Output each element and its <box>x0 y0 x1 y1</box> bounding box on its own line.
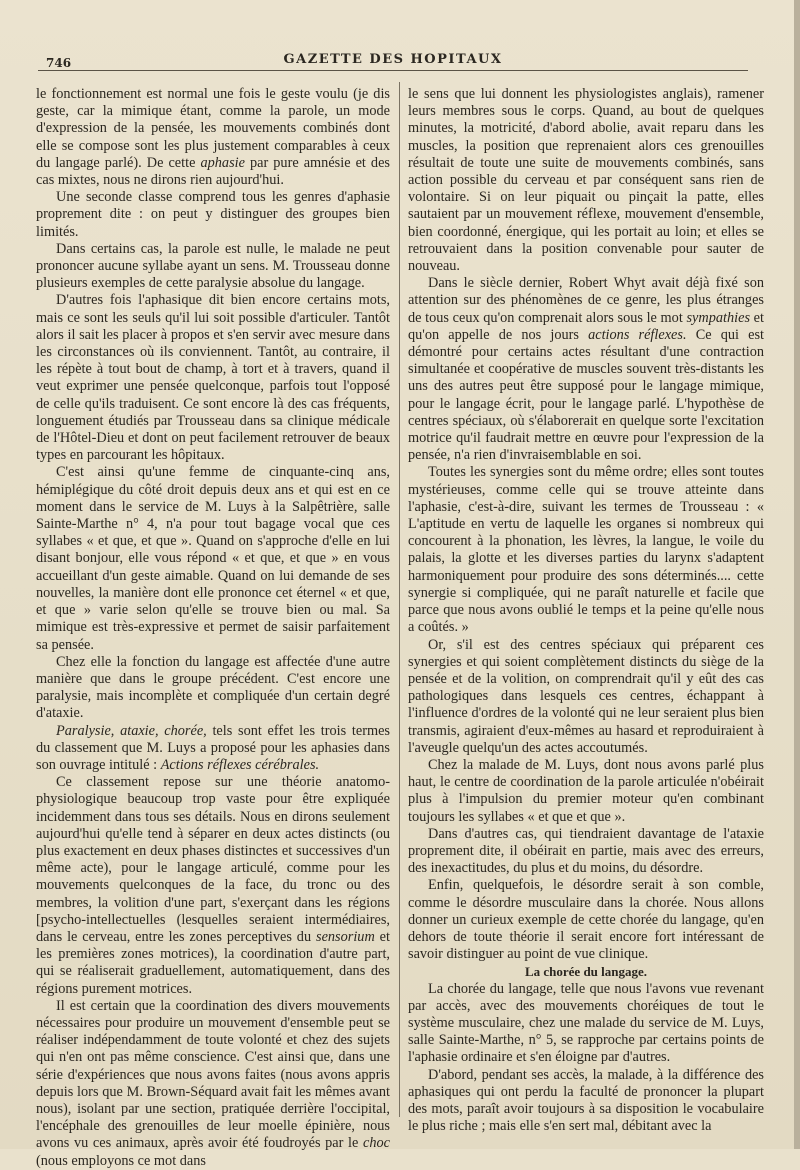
column-divider <box>399 82 400 1117</box>
paragraph: le sens que lui donnent les physiologistes anglais), ramener leurs membres sous le corps. Quand, au bout de quelques minutes, la motricité, d'abord abolie, avait reparu dans les muscles, la position que reprenaient alors ces grenouilles résultait de toute une suite de mouvements combinés, sans action possible du cerveau et par conséquent sans rien de volontaire. Si on leur piquait ou pinçait la patte, elles sautaient par un mouvement réflexe, mouvement d'ensemble, bien coordonné, énergique, qui les portait au loin; et elles se retrouvaient dans la position convenable pour sauter de nouveau. <box>408 86 764 275</box>
paragraph: Chez la malade de M. Luys, dont nous avons parlé plus haut, le centre de coordination de la parole articulée n'obéirait plus à l'impulsion du premier moteur qu'en combinant toujours les syllabes « et que et que ». <box>408 756 764 825</box>
paragraph: Dans le siècle dernier, Robert Whyt avait déjà fixé son attention sur des phénomènes de ce genre, les plus étranges de tous ceux qu'on comprenait alors sous le mot sympathies et qu'on appelle de nos jours actions réflexes. Ce qui est démontré pour certains actes résultant d'une contraction simultanée et coopérative de muscles souvent très-distants les uns des autres peut être supposé pour le langage mimique, pour le langage écrit, pour le langage parlé. L'hypothèse de centres spéciaux, où s'élaborerait en quelque sorte l'excitation motrice qu'il faudrait mettre en œuvre pour l'expression de la pensée, n'a rien d'invraisemblable en soi. <box>408 275 764 464</box>
paragraph: Dans d'autres cas, qui tiendraient davantage de l'ataxie proprement dite, il obéirait en partie, mais avec des erreurs, des inexactitudes, du plus et du moins, du désordre. <box>408 825 764 877</box>
paragraph: Or, s'il est des centres spéciaux qui préparent ces synergies et qui soient complètement distincts du siège de la pensée et de la volition, on comprendrait qu'il y eût des cas pathologiques dans lesquels ces centres, échappant à l'influence d'ordres de la volonté qui ne leur seraient plus bien transmis, agiraient d'eux-mêmes au hasard et reproduiraient à l'aveugle quelqu'un des actes accoutumés. <box>408 636 764 756</box>
paragraph: Paralysie, ataxie, chorée, tels sont effet les trois termes du classement que M. Luys a proposé pour les aphasies dans son ouvrage intitulé : Actions réflexes cérébrales. <box>36 722 390 773</box>
section-heading: La chorée du langage. <box>524 964 648 980</box>
paragraph: Enfin, quelquefois, le désordre serait à son comble, comme le désordre musculaire dans la chorée. Nous allons donner un curieux exemple de cette chorée du langage, qu'en dehors de toute théorie il serait encore fort intéressant de savoir distinguer au point de vue clinique. <box>408 877 764 963</box>
journal-title: GAZETTE DES HOPITAUX <box>283 52 503 67</box>
paragraph: Il est certain que la coordination des divers mouvements nécessaires pour produire un mouvement d'ensemble peut se réaliser indépendamment de toute volonté et chez des sujets qui n'en ont pas même conscience. C'est ainsi que, dans une série d'expériences que nous avons faites (nous avons appris depuis lors que M. Brown-Séquard avait fait les mêmes avant nous), isolant par une section, pratiquée derrière l'occipital, l'encéphale des grenouilles de leur moelle épinière, nous avons vu ces animaux, après avoir été foudroyés par le choc (nous employons ce mot dans <box>36 997 391 1169</box>
paragraph: Ce classement repose sur une théorie anatomo-physiologique beaucoup trop vaste pour être expliquée incidemment dans tous ses détails. Nous en dirons seulement aujourd'hui qu'elle tend à séparer en deux actes distincts (ou plus exactement en deux phases distinctes et successives d'un même acte), pour le langage articulé, comme pour les mouvements quelconques de la face, du tronc ou des membres, la volition d'une part, s'exerçant dans les régions [psycho-intellectuelles (lesquelles seraient intermédiaires, dans le cerveau, entre les zones perceptives du sensorium et les premières zones motrices), la coordination d'autre part, qui se réaliserait graduellement, automatiquement, dans des régions purement motrices. <box>36 774 390 997</box>
page-header <box>38 48 748 71</box>
paragraph: Toutes les synergies sont du même ordre; elles sont toutes mystérieuses, comme celle qui se trouve atteinte dans l'aphasie, c'est-à-dire, suivant les termes de Trousseau : « L'aptitude en vertu de laquelle les organes si nombreux qui concourent à la phonation, les lèvres, la langue, le voile du palais, la glotte et les diverses parties du larynx s'adaptent harmoniquement pour produire des sons déterminés.... cette synergie si compliquée, qui ne paraît naturelle et facile que parce que nous avons oublié le temps et la peine qu'elle nous a coûtés. » <box>408 464 764 636</box>
paragraph: le fonctionnement est normal une fois le geste voulu (je dis geste, car la mimique étant, comme la parole, un mode d'expression de la pensée, les mouvements combinés dont elle se compose sont les plus justement comparables à ceux du langage parlé). De cette aphasie par pure amnésie et des cas mixtes, nous ne dirons rien aujourd'hui. <box>36 86 390 189</box>
paragraph: D'autres fois l'aphasique dit bien encore certains mots, mais ce sont les seuls qu'il lui soit possible d'articuler. Tantôt alors il sait les placer à propos et s'en servir avec mesure dans les circonstances où ils conviennent. Tantôt, au contraire, il les répète à tout bout de champ, à tort et à travers, quand il veut exprimer une pensée quelconque, parfois tout l'opposé de celle qu'ils traduisent. Ce sont encore là des cas fréquents, longuement étudiés par Trousseau dans sa clinique médicale de l'Hôtel-Dieu et dont on peut facilement retrouver de beaux types en parcourant les hôpitaux. <box>36 292 390 464</box>
paragraph: C'est ainsi qu'une femme de cinquante-cinq ans, hémiplégique du côté droit depuis deux ans et qui est en ce moment dans le service de M. Luys à la Salpêtrière, salle Sainte-Marthe n° 4, n'a pour tout bagage vocal que ces syllabes « et que, et que ». Quand on s'approche d'elle en lui disant bonjour, elle vous répond « et que, et que » en vous accueillant d'un geste aimable. Quand on lui demande de ses nouvelles, la manière dont elle prononce cet éternel « et que, et que » varie selon qu'elle se trouve bien ou mal. Sa mimique est très-expressive et permet de saisir parfaitement sa pensée. <box>36 464 390 653</box>
paragraph: D'abord, pendant ses accès, la malade, à la différence des aphasiques qui ont perdu la faculté de prononcer la plupart des mots, paraît avoir toujours à sa disposition le vocabulaire le plus riche ; mais elle s'en sert mal, débitant avec la <box>408 1066 764 1135</box>
page-number: 746 <box>46 56 72 70</box>
left-column <box>36 86 391 1169</box>
paragraph: Dans certains cas, la parole est nulle, le malade ne peut prononcer aucune syllabe ayant un sens. M. Trousseau donne plusieurs exemples de cette paralysie absolue du langage. <box>36 240 390 292</box>
right-column <box>408 86 764 1135</box>
paragraph: Chez elle la fonction du langage est affectée d'une autre manière que dans le groupe précédent. C'est encore une paralysie, mais incomplète et compliquée d'un certain degré d'ataxie. <box>36 653 390 722</box>
paragraph: La chorée du langage, telle que nous l'avons vue revenant par accès, avec des mouvements choréiques de tout le système musculaire, chez une malade du service de M. Luys, salle Sainte-Marthe, n° 5, se rapproche par certains points de l'aphasie ordinaire et s'en éloigne par d'autres. <box>408 980 764 1066</box>
paragraph: Une seconde classe comprend tous les genres d'aphasie proprement dite : on peut y distinguer des groupes bien limités. <box>36 189 390 240</box>
